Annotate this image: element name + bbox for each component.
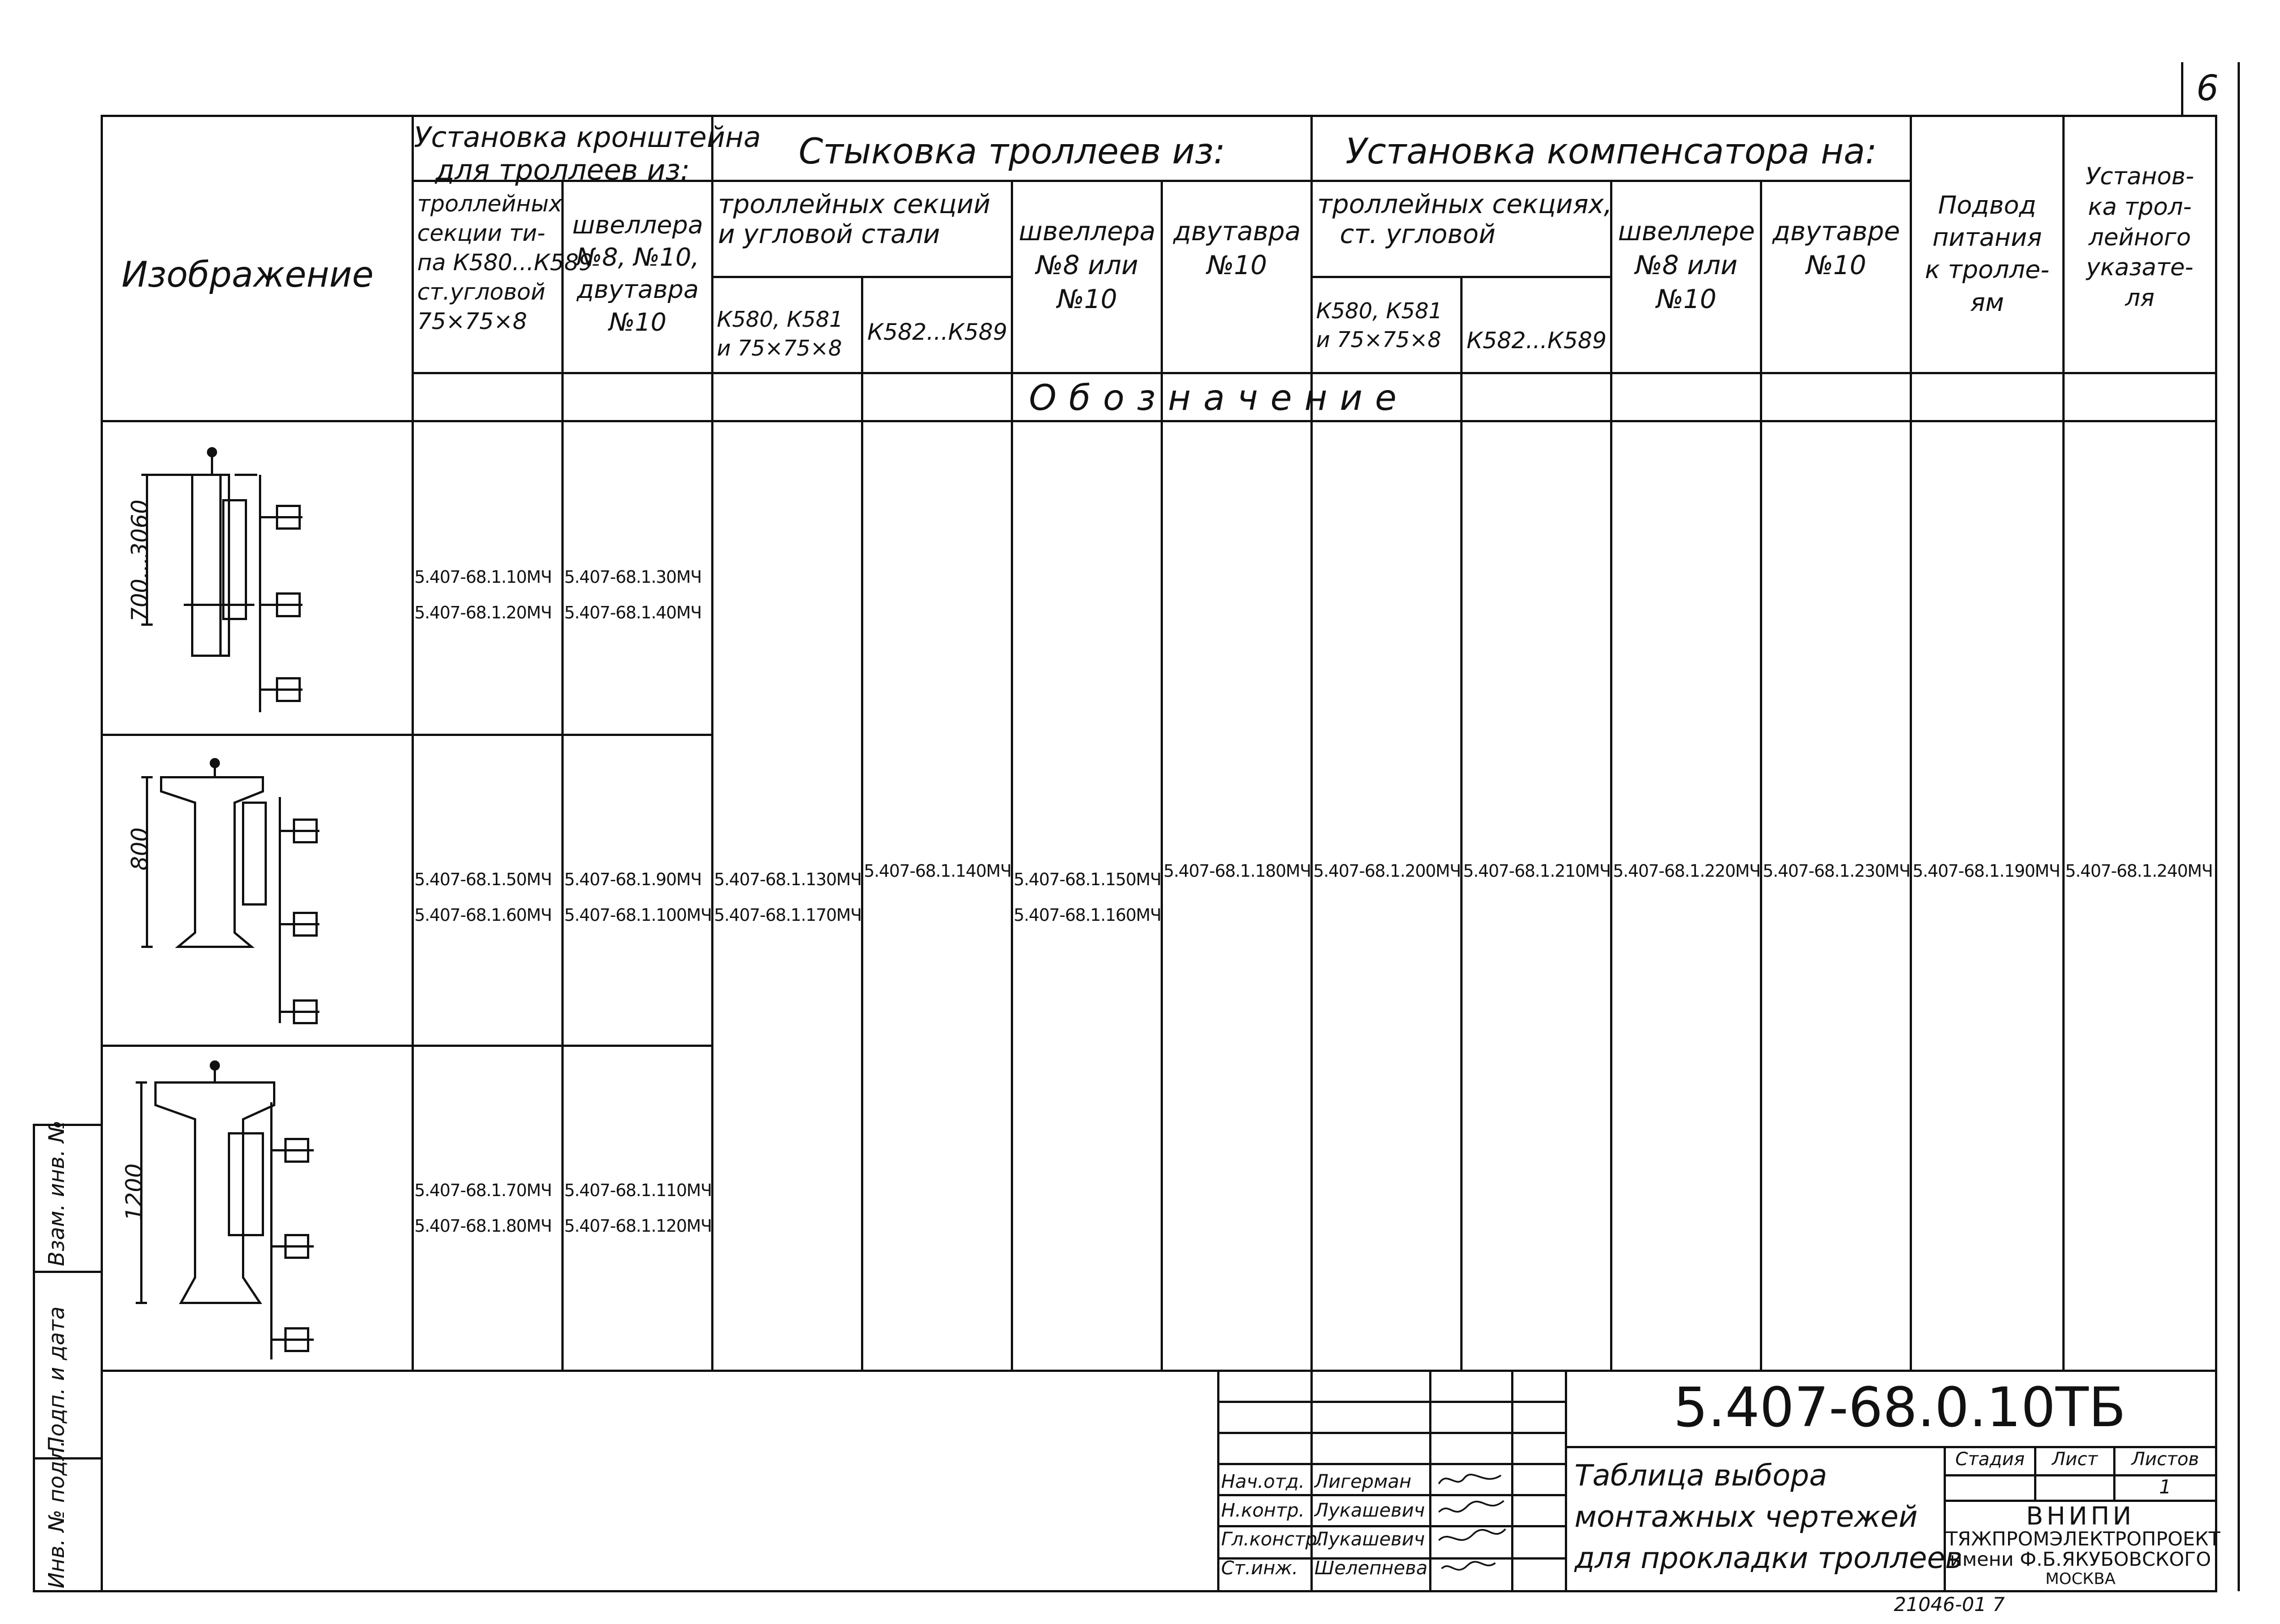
sheet-number: 6 — [2196, 67, 2219, 109]
comp-trolley-header: троллейных секциях, ст. угловой — [1317, 189, 1612, 249]
comp-k580-header: К580, К581 и 75×75×8 — [1316, 298, 1443, 353]
side-stamp-signature-date: Подп. и дата — [44, 1306, 69, 1453]
side-stamp-inventory: Инв. № подл. — [44, 1440, 69, 1588]
dimension-label: 1200 — [122, 1163, 148, 1221]
sheets-label: Листов — [2131, 1448, 2199, 1470]
row3-bracket-trolley-codes: 5.407-68.1.70МЧ 5.407-68.1.80МЧ — [414, 1181, 552, 1236]
joint-k582-header: К582...К589 — [867, 319, 1007, 345]
dimension-label: 700...3060 — [127, 499, 153, 622]
row2-bracket-trolley-codes: 5.407-68.1.50МЧ 5.407-68.1.60МЧ — [414, 870, 552, 925]
footer-code: 21046-01 7 — [1894, 1593, 2005, 1616]
indicator-header: Установ- ка трол- лейного указате- ля — [2086, 162, 2194, 311]
dimension-label: 800 — [127, 827, 153, 871]
indicator-code: 5.407-68.1.240МЧ — [2065, 861, 2213, 881]
power-header: Подвод питания к тролле- ям — [1924, 191, 2050, 317]
image-column-header: Изображение — [122, 254, 374, 295]
sheet-label: Лист — [2052, 1448, 2098, 1470]
joint-k580-header: К580, К581 и 75×75×8 — [717, 307, 843, 361]
side-stamp-replacement: Взам. инв. № — [44, 1120, 69, 1266]
bracket-trolley-header: троллейных секции ти- па К580...К589 ст.угловой 75×75×8 — [417, 191, 594, 335]
sheets-value: 1 — [2159, 1476, 2171, 1499]
joint-k582-code: 5.407-68.1.140МЧ — [864, 861, 1011, 881]
bracket-channel-header: швеллера №8, №10, двутавра №10 — [572, 211, 703, 337]
comp-channel-code: 5.407-68.1.220МЧ — [1613, 861, 1760, 881]
row1-bracket-trolley-codes: 5.407-68.1.10МЧ 5.407-68.1.20МЧ — [414, 568, 552, 623]
comp-ibeam-code: 5.407-68.1.230МЧ — [1763, 861, 1910, 881]
comp-k582-code: 5.407-68.1.210МЧ — [1463, 861, 1611, 881]
people-names: Лигерман Лукашевич Лукашевич Шелепнева — [1314, 1470, 1428, 1579]
row2-bracket-channel-codes: 5.407-68.1.90МЧ 5.407-68.1.100МЧ — [564, 870, 712, 925]
document-code: 5.407-68.0.10ТБ — [1673, 1376, 2126, 1439]
joint-channel-codes: 5.407-68.1.150МЧ 5.407-68.1.160МЧ — [1014, 870, 1161, 925]
comp-k580-code: 5.407-68.1.200МЧ — [1313, 861, 1461, 881]
designation-header: Обозначение — [1029, 377, 1409, 418]
joint-channel-header: швеллера №8 или №10 — [1019, 216, 1156, 314]
joint-k580-codes: 5.407-68.1.130МЧ 5.407-68.1.170МЧ — [714, 870, 862, 925]
comp-ibeam-header: двутавре №10 — [1772, 216, 1900, 280]
stage-label: Стадия — [1955, 1448, 2025, 1470]
joint-ibeam-code: 5.407-68.1.180МЧ — [1163, 861, 1311, 881]
joint-group-header: Стыковка троллеев из: — [798, 131, 1226, 172]
document-title: Таблица выбора монтажных чертежей для прокладки троллеев — [1574, 1459, 1963, 1575]
joint-ibeam-header: двутавра №10 — [1173, 216, 1301, 280]
comp-k582-header: К582...К589 — [1466, 328, 1607, 354]
organization-stamp: ВНИПИ ТЯЖПРОМЭЛЕКТРОПРОЕКТ имени Ф.Б.ЯКУБОВСКОГО МОСКВА — [1946, 1502, 2221, 1588]
comp-channel-header: швеллере №8 или №10 — [1617, 216, 1755, 314]
compensator-group-header: Установка компенсатора на: — [1345, 131, 1877, 172]
joint-trolley-header: троллейных секций и угловой стали — [718, 189, 990, 249]
signatures — [1433, 1467, 1509, 1586]
people-roles: Нач.отд. Н.контр. Гл.констр. Ст.инж. — [1221, 1470, 1323, 1579]
row3-bracket-channel-codes: 5.407-68.1.110МЧ 5.407-68.1.120МЧ — [564, 1181, 712, 1236]
power-code: 5.407-68.1.190МЧ — [1913, 861, 2060, 881]
row1-bracket-channel-codes: 5.407-68.1.30МЧ 5.407-68.1.40МЧ — [564, 568, 702, 623]
bracket-group-header: Установка кронштейна для троллеев из: — [414, 121, 761, 187]
drawing-trolley-bracket-beam — [107, 740, 373, 1040]
